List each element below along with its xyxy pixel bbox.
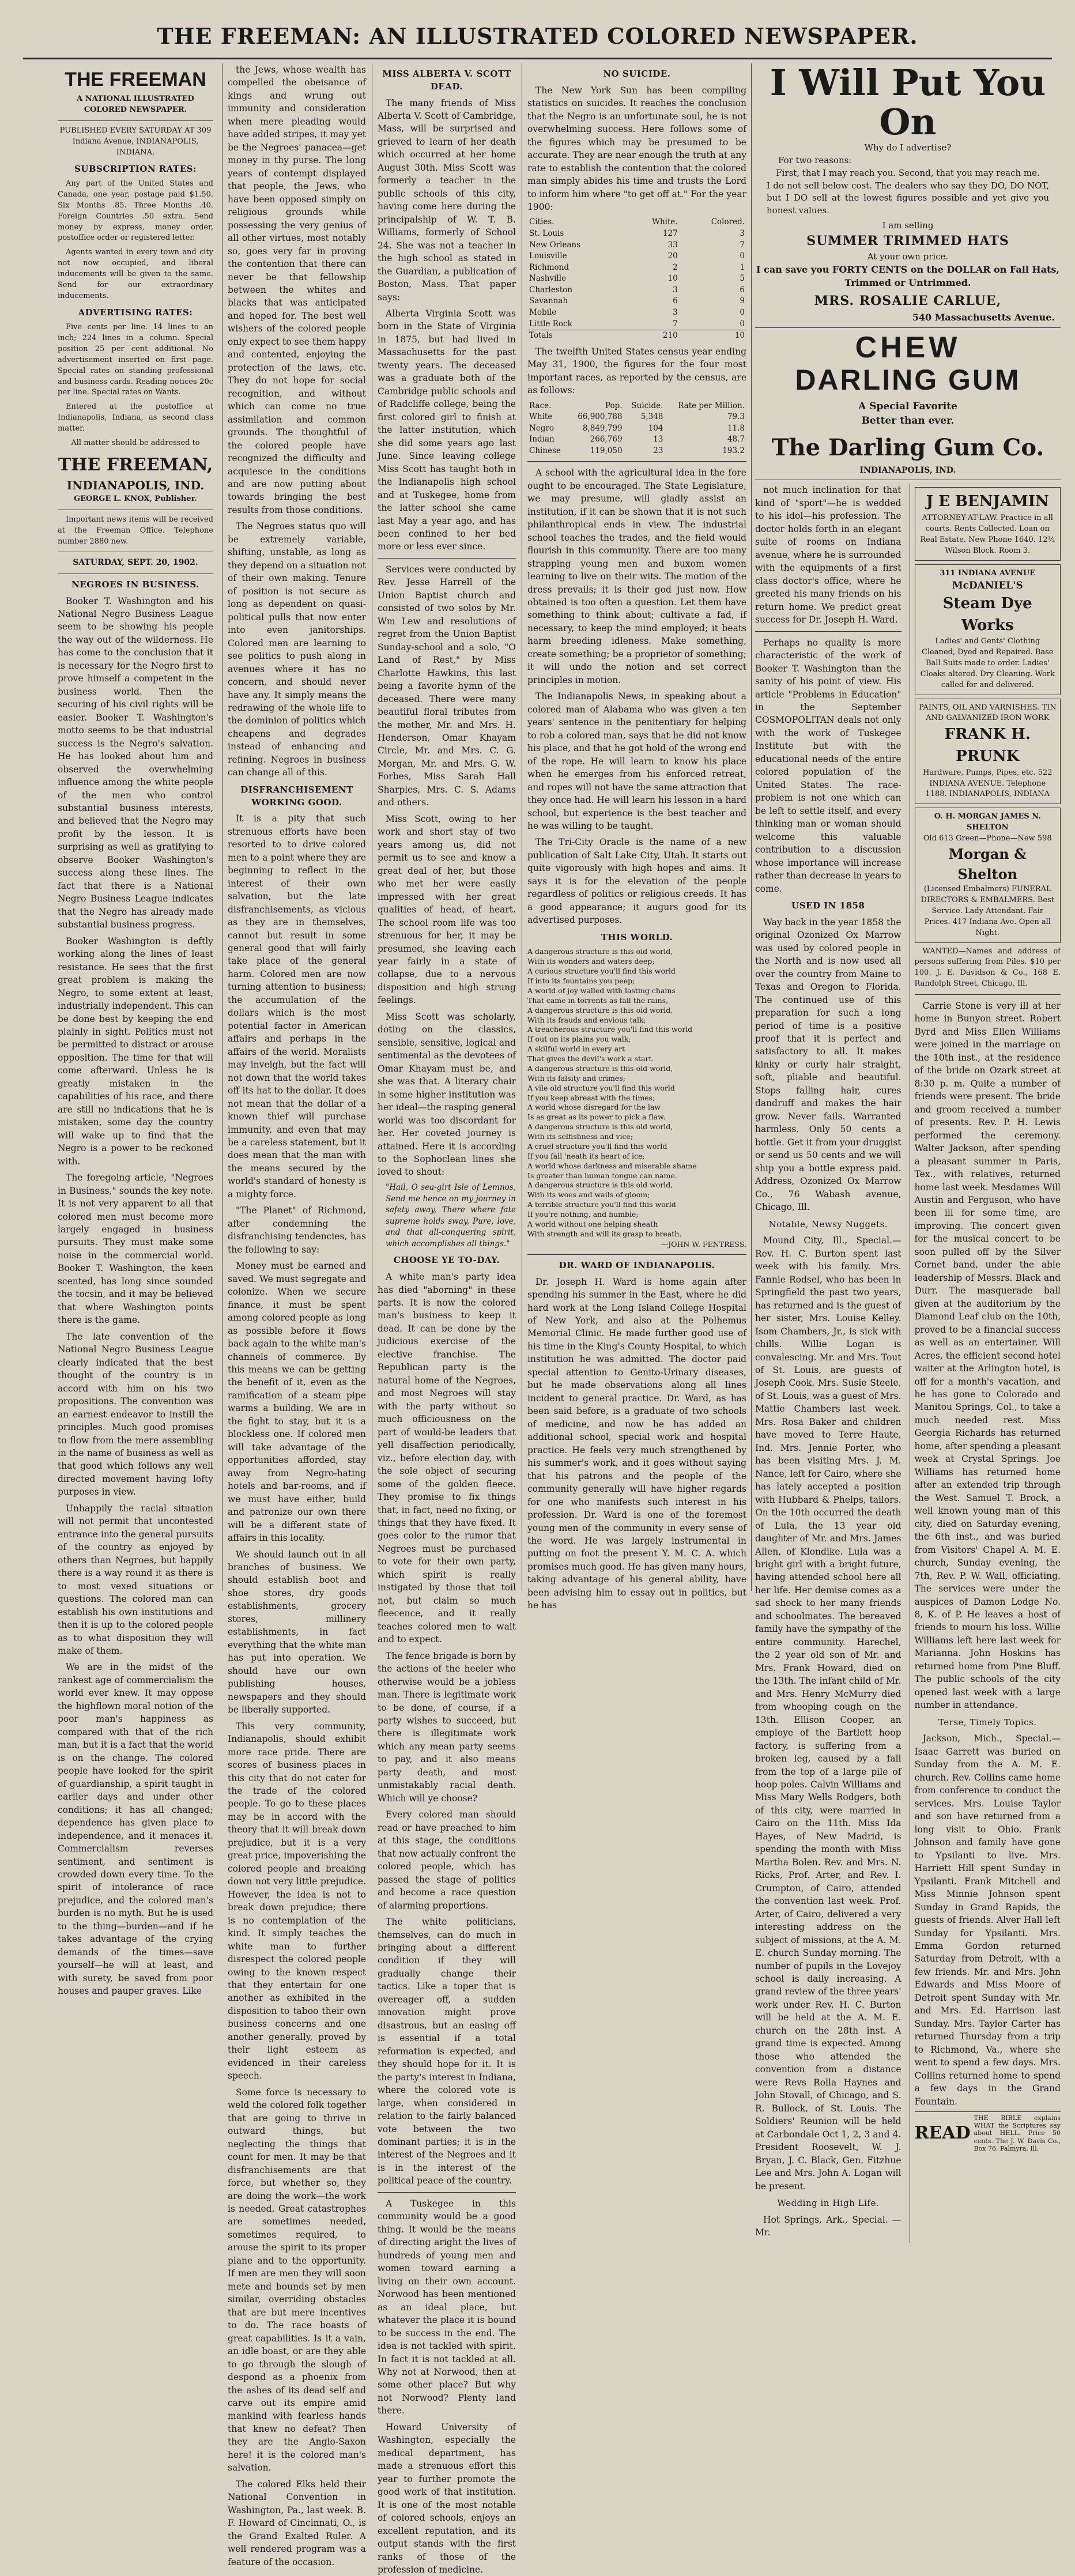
article-paragraph: The white politicians, themselves, can do much in bringing about a different condition if they will gradually change their tactics. Like a toper that is overeager off, a sudden innovation might prove disastrous, but an easing off is essential if a total reformation is expected, and they should hope for it. It is the party's interest in Indiana, where the colored vote is large, when considered in relation to the fairly balanced vote between the two dominant parties; it is in the interest of the Negroes and it is in the interest of the political peace of the country. xyxy=(378,1917,516,2186)
suicide-race-table xyxy=(527,401,746,457)
morgan-ad xyxy=(915,808,1061,942)
article-paragraph: A school with the agricultural idea in the fore ought to be encouraged. The State Legislature, we may presume, will gladly assist an institution, if it can be shown that it is not such philanthropical ends in view. The industrial school teaches the trades, and the field would flourish in this community. There are too many strapping young men and buxom women learning to live on their wits. The motion of the dress prevails; it is their god just now. How obtained is too often a question. Let them have something to think about; cultivate a fad, if necessary, to keep the mind employed; it beats harm breeding idleness. Make something, create something; be a proprietor of something; it will undo the notion and set correct principles in motion. xyxy=(527,467,746,685)
mcdaniel-ad xyxy=(915,564,1061,695)
table-cell: 104 xyxy=(648,423,663,433)
verse-quote: "Hail, O sea-girt Isle of Lemnos, Send me hence on my journey in safety away, There where fate supreme holds sway, Pure, love, and that all-conquering spirit, which accomplishes all things." xyxy=(386,1182,516,1249)
article-paragraph: A white man's party idea has died "aborning" in these parts. It is now the colored man's business to keep it dead. It can be done by the judicious exercise of the elective franchise. The Republican party is the natural home of the Negroes, and most Negroes will stay with the party without so much officiousness on the part of would-be leaders that yell disaffection periodically, viz., before election day, with the sole object of securing some of the golden fleece. They promise to fix things that, in fact, need no fixing, or things that they have fixed. It goes color to the rumor that Negroes must be purchased to vote for their own party, which spirit is really instigated by those that toil not, but claim so much fleecence, and it really teaches colored men to wait and to expect. xyxy=(378,1272,516,1645)
poem-line: Is greater than human tongue can name. xyxy=(527,1171,677,1180)
article-paragraph: not much inclination for that kind of "sport"—he is wedded to his idol—his profession. The doctor holds forth in an elegant suite of rooms on Indiana avenue, where he is surrounded with the equipments of a first class doctor's office, where he greeted his many friends on his return home. We predict great success for Dr. Joseph H. Ward. xyxy=(755,485,902,625)
ad-name: McDANIEL'S xyxy=(952,580,1023,592)
masthead: THE FREEMAN: AN ILLUSTRATED COLORED NEWSPAPER. xyxy=(23,23,1052,59)
table-row xyxy=(527,285,746,296)
article-paragraph: the Jews, whose wealth has compelled the obeisance of kings and wrung out immunity and consideration when mere pleading would have added stripes, it may yet be the Negroes' panacea—get money in thy purse. The long years of contempt displayed that people, the Jews, who have been opposed simply on religious grounds while possessing the very genius of all other virtues, most notably so, goes very far in proving the contention that there can never be that fellowship between the whites and blacks that was anticipated and hoped for. The best well wishers of the colored people only expect to see them happy and contented, enjoying the protection of the laws, etc. They do not hope for social recognition, and without which can come no true assimilation and common grounds. The thoughtful of the colored people have recognized the difficulty and acquiesce in the conditions and are now putting about towards bringing the best results from those conditions. xyxy=(228,65,366,515)
poem-line: If you fall 'neath its heart of ice; xyxy=(527,1151,645,1160)
prunk-ad xyxy=(915,699,1061,805)
poem-line: If out on its plains you walk; xyxy=(527,1035,631,1044)
sub-columns xyxy=(755,484,1061,2242)
ad-name: FRANK H. PRUNK xyxy=(944,726,1031,765)
sub-column-left xyxy=(755,484,902,2242)
table-header-cell: Cities. xyxy=(529,217,555,227)
table-cell: 23 xyxy=(653,446,663,455)
table-cell: 3 xyxy=(673,285,678,295)
table-cell: 2 xyxy=(673,262,678,272)
column-4 xyxy=(527,63,746,1611)
table-cell: New Orleans xyxy=(529,240,581,250)
poem-line: Is as great as its power to pick a flaw. xyxy=(527,1112,666,1122)
table-cell: 48.7 xyxy=(727,435,745,444)
table-cell: Louisville xyxy=(529,251,567,261)
column-5 xyxy=(755,62,1061,2238)
ad-headline: I Will Put You On xyxy=(770,62,1046,144)
article-paragraph: "The Planet" of Richmond, after condemning the disfranchising tendencies, has the following to say: xyxy=(228,1205,366,1255)
divider xyxy=(527,461,746,462)
table-cell: 11.8 xyxy=(727,423,745,433)
ad-text: Ladies' and Gents' Clothing Cleaned, Dyed and Repaired. Base Ball Suits made to order. Ladies' Cloaks altered. Dry Cleaning. Work called for and delivered. xyxy=(920,637,1055,689)
headline-wedding: Wedding in High Life. xyxy=(777,2197,880,2208)
table-row xyxy=(527,307,746,319)
subscription-rates: Any part of the United States and Canada, one year, postage paid $1.50. Six Months .85. Three Months .40. Foreign Countries .50 extra. Send money by express, money order, postoffice order or registered letter. xyxy=(58,179,213,243)
poem-line: A world whose darkness and miserable shame xyxy=(527,1161,697,1170)
ad-name: Morgan & Shelton xyxy=(948,845,1027,882)
poem-line: With its wonders and waters deep; xyxy=(527,957,655,966)
ad-text: For two reasons: xyxy=(778,155,852,166)
table-row xyxy=(527,240,746,251)
article-paragraph: Some force is necessary to weld the colored folk together that are going to thrive in outward things, but neglecting the things that count for men. It may be that disfranchisements are that force, but whether so, they are doing the work—the work is needed. Great catastrophes are sometimes needed, sometimes required, to arouse the spirit to its proper plane and to the opportunity. If men are men they will soon mete and bounds set by men similar, overriding obstacles that are but mere incentives to do. The race boasts of great capabilities. Is it a vain, an idle boast, or are they able to go through the slough of despond as a phoenix from the ashes of its dead self and carve out its empire amid mankind with fearless hands that knew no defeat? Then they are the Anglo-Saxon here! it is the colored man's salvation. xyxy=(228,2087,366,2473)
article-paragraph: Dr. Joseph H. Ward is home again after spending his summer in the East, where he did hard work at the Long Island College Hospital of New York, and also at the Polhemus Memorial Clinic. He made further good use of his time in the King's County Hospital, to which institution he was admitted. The doctor paid special attention to Genito-Urinary diseases, but he made observations along all lines incident to general practice. Dr. Ward, as has been said before, is a graduate of two schools of medicine, and now he has added an additional school, special work and hospital practice. He feels very much strengthened by his summer's work, and it goes without saying that his patrons and the people of the community generally will have higher regards for one who manifests such interest in his profession. Dr. Ward is one of the foremost young men of the community in every sense of the word. He was largely instrumental in putting on foot the present Y. M. C. A. which promises much good. He has given many hours, taking advantage of his general ability, have been advising him to essay out in politics, but he has xyxy=(527,1276,746,1611)
poem-author: —JOHN W. FENTRESS. xyxy=(661,1239,746,1249)
poem-line: That came in torrents as fall the rains, xyxy=(527,995,669,1005)
table-header-cell: Colored. xyxy=(711,217,745,227)
table-cell: 5,348 xyxy=(640,412,663,422)
poem-line: That gives the devil's work a start. xyxy=(527,1054,654,1063)
table-cell: 79.3 xyxy=(727,412,745,422)
gum-advertisement xyxy=(755,328,1061,481)
article-paragraph: Unhappily the racial situation will not permit that uncontested entrance into the general pursuits of the country as enjoyed by others than Negroes, but happily there is a way round it as there is to most vexed situations or questions. The colored man can establish his own institutions and then it is up to the colored people as to what disposition they will make of them. xyxy=(58,1503,213,1656)
table-cell: 3 xyxy=(740,229,745,238)
table-cell: Little Rock xyxy=(529,319,572,329)
headline-choose-ye: CHOOSE YE TO-DAY. xyxy=(393,1255,500,1266)
sub-column-right xyxy=(910,484,1061,2242)
ad-text: At your own price. xyxy=(867,251,949,262)
table-row xyxy=(527,262,746,274)
headline-no-suicide: NO SUICIDE. xyxy=(603,69,671,79)
table-cell: White xyxy=(529,412,553,422)
important-notice: Important news items will be received at the Freeman Office. Telephone number 2880 new. xyxy=(58,515,213,546)
divider xyxy=(58,120,213,121)
ad-text: First, that I may reach you. Second, that you may reach me. xyxy=(776,167,1040,178)
table-cell: 0 xyxy=(740,319,745,329)
table-cell: 127 xyxy=(662,229,678,238)
table-cell: 119,050 xyxy=(590,446,623,455)
article-paragraph: Miss Scott, owing to her work and short stay of two years among us, did not permit us to see and know a great deal of her, but those who met her were easily impressed with her great qualities of head, of heart. The school room life was too strenuous for her, it may be presumed, she leaving each year fairly in a state of collapse, due to a nervous disposition and high strung feelings. xyxy=(378,813,516,1006)
article-paragraph: Perhaps no quality is more characteristic of the work of Booker T. Washington than the sanity of his point of view. His article "Problems in Education" in the September COSMOPOLITAN deals not only with the work of Tuskegee Institute but with the educational needs of the entire colored population of the United States. The race-problem is not one which can be left to settle itself, and every thinking man or woman should welcome this valuable contribution to a discussion whose importance will increase rather than decrease in years to come. xyxy=(755,637,902,894)
poem-line: A treacherous structure you'll find this world xyxy=(527,1025,693,1034)
publish-info: PUBLISHED EVERY SATURDAY AT 309 Indiana Avenue, INDIANAPOLIS, INDIANA. xyxy=(59,126,212,157)
table-header-row xyxy=(527,217,746,228)
subscription-heading: SUBSCRIPTION RATES: xyxy=(74,163,197,174)
column-2 xyxy=(228,63,366,2567)
ad-address: 540 Massachusetts Avenue. xyxy=(912,311,1055,323)
ad-text: 311 INDIANA AVENUE xyxy=(940,568,1036,578)
article-paragraph: Services were conducted by Rev. Jesse Harrell of the Union Baptist church and consisted of two solos by Mr. Wm Lew and resolutions of regret from the Union Baptist Sunday-school and a solo, "O Land of Rest," by Miss Charlotte Hawkins, this last being a favorite hymn of the deceased. There were many beautiful floral tributes from the mother, Mr. and Mrs. H. Henderson, Omar Khayam Circle, Mr. and Mrs. C. G. Morgan, Mr. and Mrs. G. W. Forbes, Miss Sarah Hall Sharples, Mrs. C. S. Adams and others. xyxy=(378,564,516,808)
article-paragraph: Booker Washington is deftly working along the lines of least resistance. He sees that the first great problem is making the Negro, to some extent at least, industrially independent. This can be done best by keeping the end plainly in sight. Politics must not be permitted to distract or arouse opposition. The time for that will come afterward. Unless he is greatly mistaken in the capabilities of his race, and there are still no indications that he is mistaken, some day the country will wake up to find that the Negro is a power to be reckoned with. xyxy=(58,936,213,1167)
poem-line: A skilful world in every art xyxy=(527,1044,625,1054)
poem-line: If into its fountains you peep; xyxy=(527,976,635,986)
article-paragraph: Every colored man should read or have preached to him at this stage, the conditions that now actually confront the colored people, which has passed the stage of politics and become a race question of alarming proportions. xyxy=(378,1809,516,1911)
table-cell: Mobile xyxy=(529,307,557,317)
table-header-row xyxy=(527,401,746,412)
poem-line: If you keep abreast with the times; xyxy=(527,1093,655,1102)
article-paragraph: The Negroes status quo will be extremely variable, shifting, unstable, as long as they depend on a situation not of their own making. Tenure of position is not secure as long as dependent on quasi-political pulls that now enter into even janitorships. Colored men are learning to see politics to push along in avenues where it has no concern, and should never have any. It simply means the redrawing of the whole life to the dominion of politics which cheapens and degrades instead of enhancing and refining. Negroes in business can change all of this. xyxy=(228,521,366,778)
poem-line: A vile old structure you'll find this world xyxy=(527,1083,675,1092)
table-row xyxy=(527,251,746,262)
table-cell: 193.2 xyxy=(722,446,745,455)
ad-text: INDIANAPOLIS, IND. xyxy=(859,466,956,476)
article-paragraph: The twelfth United States census year ending May 31, 1900, the figures for the four most important races, as reported by the census, are as follows: xyxy=(527,346,746,396)
headline-dr-ward: DR. WARD OF INDIANAPOLIS. xyxy=(559,1259,715,1270)
ad-name: MRS. ROSALIE CARLUE, xyxy=(814,293,1002,308)
table-header-cell: Race. xyxy=(529,401,552,410)
agents-wanted: Agents wanted in every town and city not now occupied, and liberal inducements will be given to the same. Send for our extraordinary inducements. xyxy=(58,248,213,300)
poem-line: With its woes and wails of gloom; xyxy=(527,1190,650,1200)
article-paragraph: Mound City, Ill., Special.—Rev. H. C. Burton spent last week with his family. Mrs. Fannie Rodsel, who has been in Springfield the past two years, has returned and is the guest of her sister, Mrs. Louise Kelley. Isom Chambers, Jr., is sick with chills. Willie Logan is convalescing. Mr. and Mrs. Tout of St. Louis, are guests of Joseph Cook. Mrs. Susie Steele, of St. Louis, was a guest of Mrs. Mattie Chambers last week. Mrs. Rosa Baker and children have moved to Terre Haute, Ind. Mrs. Jennie Porter, who has been visiting Mrs. J. M. Nance, left for Cairo, where she has lately accepted a position with Hubbard & Phelps, tailors. On the 10th occurred the death of Lula, the 13 year old daughter of Mr. and Mrs. James Allen, of Klondike. Lula was a bright girl with a bright future, having attended school here all her life. Her demise comes as a sad shock to her many friends and schoolmates. The bereaved family have the sympathy of the entire community. Harechel, the 2 year old son of Mr. and Mrs. Frank Howard, died on the 13th. The infant child of Mr. and Mrs. Henry McMurry died from whooping cough on the 13th. Ellison Cooper, an employe of the Bartlett hoop factory, is suffering from a broken leg, caused by a fall from the top of a large pile of hoop poles. Calvin Williams and Miss Mary Wells Rodgers, both of this city, were married in Cairo on the 11th. Miss Ida Hayes, of New Madrid, is spending the month with Miss Martha Bolen. Rev. and Mrs. N. Ricks, Prof. Arter, and Rev. I. Crumpton, of Cairo, attended the convention last week. Prof. Arter, of Cairo, delivered a very interesting address on the subject of missions, at the A. M. E. church Sunday morning. The number of pupils in the Lovejoy school is daily increasing. A grand review of the three years' work under Rev. H. C. Burton will be held at the A. M. E. church on the 28th inst. A grand time is expected. Among those who attended the convention from a distance were Revs Rolla Haynes and John Stovall, of Chicago, and S. R. Bullock, of St. Louis. The Soldiers' Reunion will be held at Carbondale Oct 1, 2, 3 and 4. President Roosevelt, W. J. Bryan, J. C. Black, Gen. Fitzhue Lee and Mrs. John A. Logan will be present. xyxy=(755,1235,902,2192)
article-paragraph: The Tri-City Oracle is the name of a new publication of Salt Lake City, Utah. It starts out quite vigorously with high hopes and aims. It says it is for the elevation of the people regardless of politics or religious creeds. It has a good appearance; it augurs good for its advertised purposes. xyxy=(527,837,746,926)
column-3 xyxy=(378,63,516,2575)
headline-nuggets: Notable, Newsy Nuggets. xyxy=(768,1219,888,1229)
freeman-address-title: THE FREEMAN, xyxy=(58,454,213,475)
poem-line: With its frauds and envious talk; xyxy=(527,1015,646,1024)
table-row xyxy=(527,446,746,457)
read-ad xyxy=(915,2111,1061,2152)
table-cell: 20 xyxy=(667,251,678,261)
headline-terse: Terse, Timely Topics. xyxy=(938,1717,1037,1728)
table-cell: 13 xyxy=(653,435,663,444)
ad-hats: SUMMER TRIMMED HATS xyxy=(806,233,1009,248)
poem-line: A dangerous structure is this old world, xyxy=(527,947,673,956)
poem-line: With strength and will its grasp to breath. xyxy=(527,1229,682,1238)
table-cell: Charleston xyxy=(529,285,573,295)
article-paragraph: The foregoing article, "Negroes in Business," sounds the key note. It is not very apparent to all that colored men must become more largely engaged in business pursuits. They must make some noise in the commercial world. Booker T. Washington, the keen scented, has long since sounded the tocsin, and it may be believed that where Washington points there is the game. xyxy=(58,1172,213,1326)
article-paragraph: Money must be earned and saved. We must segregate and colonize. When we secure finance, it must be spent among colored people as long as possible before it flows back again to the white man's channels of commerce. By this means we can be getting the benefit of it, even as the ramification of a steam pipe warms a building. We are in the fight to stay, but it is a blockless one. If colored men will take advantage of the opportunities afforded, stay away from Negro-hating hotels and bar-rooms, and if we must have either, build and patronize our own there will be a different state of affairs in this locality. xyxy=(228,1261,366,1544)
table-cell: 66,900,788 xyxy=(578,412,623,422)
table-cell: 3 xyxy=(673,307,678,317)
hats-advertisement xyxy=(755,63,1061,328)
table-cell: Negro xyxy=(529,423,555,433)
poem-line: A curious structure you'll find this world xyxy=(527,967,676,976)
poem-line: A dangerous structure is this old world, xyxy=(527,1122,673,1132)
address-notice: All matter should be addressed to xyxy=(71,438,200,447)
table-header-cell: White. xyxy=(652,217,678,227)
article-paragraph: Miss Scott was scholarly, doting on the classics, sensible, sensitive, logical and sentimental as the devotees of Omar Khayam must be, and she was that. A literary chair in some higher institution was her ideal—the rasping general world was too discordant for her. Her coveted journey is attained. Here it is according to the Sophoclean lines she loved to shout: xyxy=(378,1011,516,1178)
table-header-cell: Rate per Million. xyxy=(678,401,745,410)
ad-text: PAINTS, OIL AND VARNISHES. TIN AND GALVANIZED IRON WORK xyxy=(918,703,1057,723)
table-row xyxy=(527,228,746,240)
article-paragraph: This very community, Indianapolis, should exhibit more race pride. There are scores of business places in this city that do not cater for the trade of the colored people. To go to these places may be in accord with the theory that it will break down prejudice, but it is a very great price, impoverishing the colored people and breaking down not very little prejudice. However, the idea is not to break down prejudice; there is no contemplation of the kind. It simply teaches the white man to further disrespect the colored people owing to the known respect that they entertain for one another as exhibited in the disposition to taboo their own business concerns and one another generally, proved by their light esteem as evidenced in their careless speech. xyxy=(228,1721,366,2081)
advertising-rates: Five cents per line. 14 lines to an inch; 224 lines in a column. Special position 25 per cent additional. No advertisement inserted on first page. Special rates on standing professional and business cards. Reading notices 20c per line. Special rates on Wants. xyxy=(58,323,213,397)
ad-text: Old 613 Green—Phone—New 598 xyxy=(923,833,1052,843)
table-cell: 6 xyxy=(673,296,678,306)
table-total-row xyxy=(527,330,746,342)
headline-this-world: THIS WORLD. xyxy=(601,931,673,942)
table-header-cell: Pop. xyxy=(605,401,623,410)
article-paragraph: Jackson, Mich., Special.—Isaac Garrett was buried on Sunday from the A. M. E. church. Rev. Collins came home from conference to conduct the services. Mrs. Louise Taylor and son have returned from a long visit to Ohio. Frank Johnson and family have gone to Ypsilanti to live. Mrs. Harriett Hill spent Sunday in Ypsilanti. Frank Mitchell and Miss Minnie Johnson spent Sunday in Grand Rapids, the guests of friends. Alver Hall left Sunday for Ypsilanti. Mrs. Emma Gordon returned Saturday from Detroit, with a few friends. Mr. and Mrs. John Edwards and Miss Moore of Detroit spent Sunday with Mr. and Mrs. Ed. Harrison last Sunday. Mrs. Taylor Carter has returned Thursday from a trip to Richmond, Va., where she went to spend a few days. Mrs. Collins returned home to spend a few days in the Grand Fountain. xyxy=(914,1733,1061,2107)
headline-used-1858: USED IN 1858 xyxy=(791,900,865,911)
table-cell: St. Louis xyxy=(529,229,564,238)
headline-negroes-in-business: NEGROES IN BUSINESS. xyxy=(71,579,199,590)
ad-text: A Special Favorite xyxy=(858,400,957,412)
entered-notice: Entered at the postoffice at Indianapolis, Indiana, as second class matter. xyxy=(58,402,213,433)
ad-headline: Steam Dye Works xyxy=(942,595,1032,634)
article-paragraph: The fence brigade is born by the actions of the heeler who otherwise would be a jobless man. There is legitimate work to be done, of course, if a party wishes to succeed, but there is illegitimate work which any mean party seems to pay, and it also means party death, and most unmistakably racial death. Which will ye choose? xyxy=(378,1650,516,1804)
ad-text: Hardware, Pumps, Pipes, etc. 522 INDIANA AVENUE. Telephone 1188. INDIANAPOLIS, INDIANA xyxy=(922,768,1053,799)
table-cell: 33 xyxy=(667,240,678,250)
ad-text: Better than ever. xyxy=(861,414,955,427)
table-cell: 7 xyxy=(673,319,678,329)
divider xyxy=(915,994,1061,995)
poem-line: A dangerous structure is this old world, xyxy=(527,1063,673,1073)
benjamin-ad xyxy=(915,487,1061,560)
table-cell: 1 xyxy=(740,262,745,272)
table-cell: Richmond xyxy=(529,262,569,272)
table-cell: 10 xyxy=(734,331,745,341)
wanted-ad: WANTED—Names and address of persons suffering from Piles. $10 per 100. J. E. Davidson & Co., 168 E. Randolph Street, Chicago, Ill. xyxy=(914,946,1061,989)
divider xyxy=(378,558,516,559)
column-rule xyxy=(751,63,752,1591)
article-paragraph: The Indianapolis News, in speaking about a colored man of Alabama who was given a ten years' sentence in the penitentiary for helping to rob a colored man, says that he did not know his place, and that he got hold of the wrong end of the rope. He will learn to know his place when he emerges from his enforced retreat, and ropes will not have the same attraction that they once had. He will learn his lesson in a hard school, but experience is the best teacher and he was willing to be taught. xyxy=(527,691,746,831)
table-cell: Chinese xyxy=(529,446,561,455)
table-row xyxy=(527,434,746,446)
article-paragraph: We are in the midst of the rankest age of commercialism the world ever knew. It may oppose the highflown moral notion of the poor man's happiness as compared with that of the rich man, but it is a fact that the world is on the change. The colored people have looked for the spirit of guardianship, a spirit taught in earlier days and under other conditions; it has all changed; dependence has given place to independence, and it menaces it. Commercialism reverses sentiment, and sentiment is crowded down every time. To the spirit of intolerance of race prejudice, and the colored man's burden is no myth. But he is used to the thing—burden—and if he takes advantage of the crying demands of the times—save yourself—he will at least, and with surety, be saved from poor houses and pauper graves. Like xyxy=(58,1662,213,1997)
article-paragraph: A Tuskegee in this community would be a good thing. It would be the means of directing aright the lives of hundreds of young men and women toward earning a living on their own account. Norwood has been mentioned as an ideal place, but whatever the place it is bound to be success in the end. The idea is not tackled with spirit. In fact it is not tackled at all. Why not at Norwood, then at some other place? But why not Norwood? Plenty land there. xyxy=(378,2198,516,2416)
table-row xyxy=(527,273,746,285)
article-paragraph: The colored Elks held their National Convention in Washington, Pa., last week. B. F. Howard of Cincinnati, O., is the Grand Exalted Ruler. A well rendered program was a feature of the occasion. xyxy=(228,2479,366,2567)
article-paragraph: Carrie Stone is very ill at her home in Bunyon street. Robert Byrd and Miss Ellen Williams were joined in the marriage on the 10th inst., at the residence of the bride on Ozark street at 8:30 p. m. Quite a number of friends were present. The bride and groom received a number of presents. Rev. P. H. Lewis performed the ceremony. Walter Jackson, after spending a pleasant summer in Paris, Tex., with relatives, returned home last week. Mesdames Will Austin and Ferguson, who have been ill for some time, are improving. The concert given for the musical concert to be soon pulled off by the Silver Cornet band, under the able leadership of Messrs. Black and Durr. The masquerade ball given at the auditorium by the Diamond Leaf club on the 10th, proved to be a financial success as well as an entertainer. Will Acres, the efficient second hotel waiter at the Arlington hotel, is off for a month's vacation, and he has gone to Colorado and Manitou Springs, Col., to take a much needed rest. Miss Georgia Richards has returned home, after spending a pleasant week at Crystal Springs. Joe Williams has returned home after an extended trip through the West. Samuel T. Brock, a well known young man of this city, died on Saturday evening, the 6th inst., and was buried from Visitors' Chapel A. M. E. church, Sunday evening, the 7th, Rev. P. W. Wall, officiating. The services were under the auspices of Damon Lodge No. 8, K. of P. He leaves a host of friends to mourn his loss. Willie Williams left here last week for Marianna. John Hoskins has returned home from Pine Bluff. The public schools of the city opened last week with a large number in attendance. xyxy=(914,1000,1061,1711)
table-row xyxy=(527,319,746,330)
table-cell: Indian xyxy=(529,435,555,444)
poem-line: With its falsity and crimes; xyxy=(527,1073,625,1083)
article-paragraph: The New York Sun has been compiling statistics on suicides. It reaches the conclusion that the Negro is an unfortunate soul, he is not overwhelming success. Here follows some of the figures which may be presumed to be accurate. They are near enough the truth at any rate to establish the contention that the colored man simply abides his time and trusts the Lord to inform him where "to get off at." For the year 1900: xyxy=(527,85,746,212)
ad-text: Why do I advertise? xyxy=(864,142,952,153)
ad-save: I can save you FORTY CENTS on the DOLLAR on Fall Hats, Trimmed or Untrimmed. xyxy=(756,264,1059,289)
poem-line: A dangerous structure is this old world, xyxy=(527,1005,673,1014)
table-row xyxy=(527,412,746,423)
article-paragraph: Howard University of Washington, especially the medical department, has made a strenuous effort this year to further promote the good work of that institution. It is one of the most notable of colored schools, enjoys an excellent reputation, and its output stands with the first ranks of those of the profession of medicine. xyxy=(378,2422,516,2575)
issue-date: SATURDAY, SEPT. 20, 1902. xyxy=(73,558,198,568)
table-cell: Nashville xyxy=(529,274,567,284)
article-paragraph: We should launch out in all branches of business. We should establish boot and shoe stores, dry goods establishments, grocery stores, millinery establishments, in fact everything that the white man has put into operation. We should have our own publishing houses, newspapers and they should be liberally supported. xyxy=(228,1549,366,1715)
ad-company: The Darling Gum Co. xyxy=(771,434,1044,462)
table-header-cell: Suicide. xyxy=(631,401,663,410)
poem-line: A world whose disregard for the law xyxy=(527,1103,661,1112)
column-1 xyxy=(58,63,213,1997)
ad-text: O. H. MORGAN JAMES N. SHELTON xyxy=(934,812,1041,832)
table-cell: 266,769 xyxy=(590,435,623,444)
ad-text: (Licensed Embalmers) FUNERAL DIRECTORS & EMBALMERS. Best Service. Lady Attendant. Fair Prices. 417 Indiana Ave. Open all Night. xyxy=(921,885,1054,937)
divider xyxy=(527,1254,746,1255)
table-cell: 210 xyxy=(662,331,678,341)
poem-line: With its selfishness and vice; xyxy=(527,1132,633,1141)
headline-disfranchisement: DISFRANCHISEMENT WORKING GOOD. xyxy=(240,784,353,808)
table-cell: 10 xyxy=(667,274,678,284)
divider xyxy=(378,2192,516,2193)
table-cell: Savannah xyxy=(529,296,568,306)
freeman-city: INDIANAPOLIS, IND. xyxy=(66,478,205,493)
headline-scott-dead: MISS ALBERTA V. SCOTT DEAD. xyxy=(382,69,511,92)
divider xyxy=(755,631,902,632)
table-row xyxy=(527,423,746,435)
article-paragraph: The late convention of the National Negro Business League clearly indicated that the best thought of the country is in accord with him on his two propositions. The convention was an earnest endeavor to instill the principles. Much good promises to flow from the mere assembling in the name of business as well as that good which follows any well directed movement having lofty purposes in view. xyxy=(58,1331,213,1498)
table-row xyxy=(527,296,746,307)
table-cell: 0 xyxy=(740,251,745,261)
poem-line: A world without one helping sheath xyxy=(527,1219,658,1228)
table-cell: 8,849,799 xyxy=(582,423,623,433)
table-cell: 9 xyxy=(740,296,745,306)
table-cell: 5 xyxy=(740,274,745,284)
poem-line: A world of joy walled with lasting chains xyxy=(527,986,676,995)
ad-text: I am selling xyxy=(882,220,934,231)
poem-line: A dangerous structure is this old world, xyxy=(527,1180,673,1190)
article-paragraph: Booker T. Washington and his National Negro Business League seem to be showing his people the way out of the wilderness. He has come to the conclusion that it is necessary for the Negro first to prove himself a competent in the business world. Then the securing of his civil rights will be easier. Booker T. Washington's motto seems to be that industrial success is the Negro's salvation. He has looked about him and observed the overwhelming influence among the white people of the men who control substantial business interests, and believed that the Negro may profit by the lesson. It is surprising as well as gratifying to observe Booker Washington's success along these lines. The fact that there is a National Negro Business League indicates that the Negro has already made substantial business progress. xyxy=(58,595,213,930)
poem-line: If you're nothing, and humble; xyxy=(527,1210,639,1219)
table-cell: 6 xyxy=(740,285,745,295)
article-paragraph: It is a pity that such strenuous efforts have been resorted to to drive colored men to a point where they are beginning to reflect in the interest of their own salvation, but the late disfranchisements, as vicious as they are in themselves, cannot but result in some general good that will fairly take place of the general harm. Colored men are now turning attention to business; the accumulation of the dollars which is the most potential factor in American affairs and perhaps in the affairs of the world. Moralists may inveigh, but the fact will not down that the world takes off its hat to the dollar. It does not mean that the dollar of a known thief will purchase immunity, and even that may be a careless statement, but it does mean that the man with the means secured by the world's standard of honesty is a mighty force. xyxy=(228,813,366,1200)
table-cell: 0 xyxy=(740,307,745,317)
publisher: GEORGE L. KNOX, Publisher. xyxy=(74,495,197,504)
article-paragraph: Hot Springs, Ark., Special. — Mr. xyxy=(755,2214,902,2238)
ad-text: ATTORNEY-AT-LAW. Practice in all courts. Rents Collected. Loan on Real Estate. New Phone 1640. 12½ Wilson Block. Room 3. xyxy=(920,514,1055,555)
article-paragraph: Alberta Virginia Scott was born in the State of Virginia in 1875, but had lived in Massachusetts for the past twenty years. The deceased was a graduate both of the Cambridge public schools and of Radcliffe college, being the first colored girl to finish at the latter institution, which she did some years ago last June. Since leaving college Miss Scott has taught both in the Indianapolis high school and at Tuskegee, home from the latter school she came last May a year ago, and has been confined to her bed more or less ever since. xyxy=(378,308,516,552)
suicide-cities-table xyxy=(527,217,746,341)
ad-gum: DARLING GUM xyxy=(795,363,1021,396)
article-paragraph: Way back in the year 1858 the original Ozonized Ox Marrow was used by colored people in the North and is now used all over the country from Maine to Texas and Oregon to Florida. The continued use of this preparation for such a long period of time is a positive proof that it is perfect and satisfactory to all. It makes kinky or curly hair straight, soft, pliable and beautiful. Stops falling hair, cures dandruff and makes the hair grow. Never fails. Warranted harmless. Only 50 cents a bottle. Get it from your druggist or send us 50 cents and we will ship you a bottle express paid. Address, Ozonized Ox Marrow Co., 76 Wabash avenue, Chicago, Ill. xyxy=(755,917,902,1213)
paper-title: THE FREEMAN xyxy=(65,69,206,90)
ad-headline: READ xyxy=(914,2123,971,2144)
table-cell: 7 xyxy=(740,240,745,250)
ad-text: THE BIBLE explains WHAT the Scriptures say about HELL. Price 50 cents. The J. W. Davis Co., Box 76, Palmyra, Ill. xyxy=(974,2114,1061,2152)
poem-line: A terrible structure you'll find this world xyxy=(527,1200,676,1209)
poem-line: A cruel structure you'll find this world xyxy=(527,1141,667,1151)
ad-chew: CHEW xyxy=(855,330,961,364)
paper-subtitle: A NATIONAL ILLUSTRATED COLORED NEWSPAPER. xyxy=(77,95,194,115)
poem xyxy=(527,947,746,1239)
ad-name: J E BENJAMIN xyxy=(926,493,1049,511)
ad-text: I do not sell below cost. The dealers who say they DO, DO NOT, but I DO sell at the lowest figures possible and yet give you honest values. xyxy=(767,180,1049,216)
article-paragraph: The many friends of Miss Alberta V. Scott of Cambridge, Mass, will be surprised and grieved to learn of her death which occurred at her home August 30th. Miss Scott was formerly a teacher in the public schools of this city, having come here during the principalship of W. T. B. Williams, formerly of School 24. She was not a teacher in the high school as stated in the Guardian, a publication of Boston, Mass. That paper says: xyxy=(378,97,516,303)
table-cell: Totals xyxy=(529,331,553,341)
advertising-heading: ADVERTISING RATES: xyxy=(78,307,193,318)
